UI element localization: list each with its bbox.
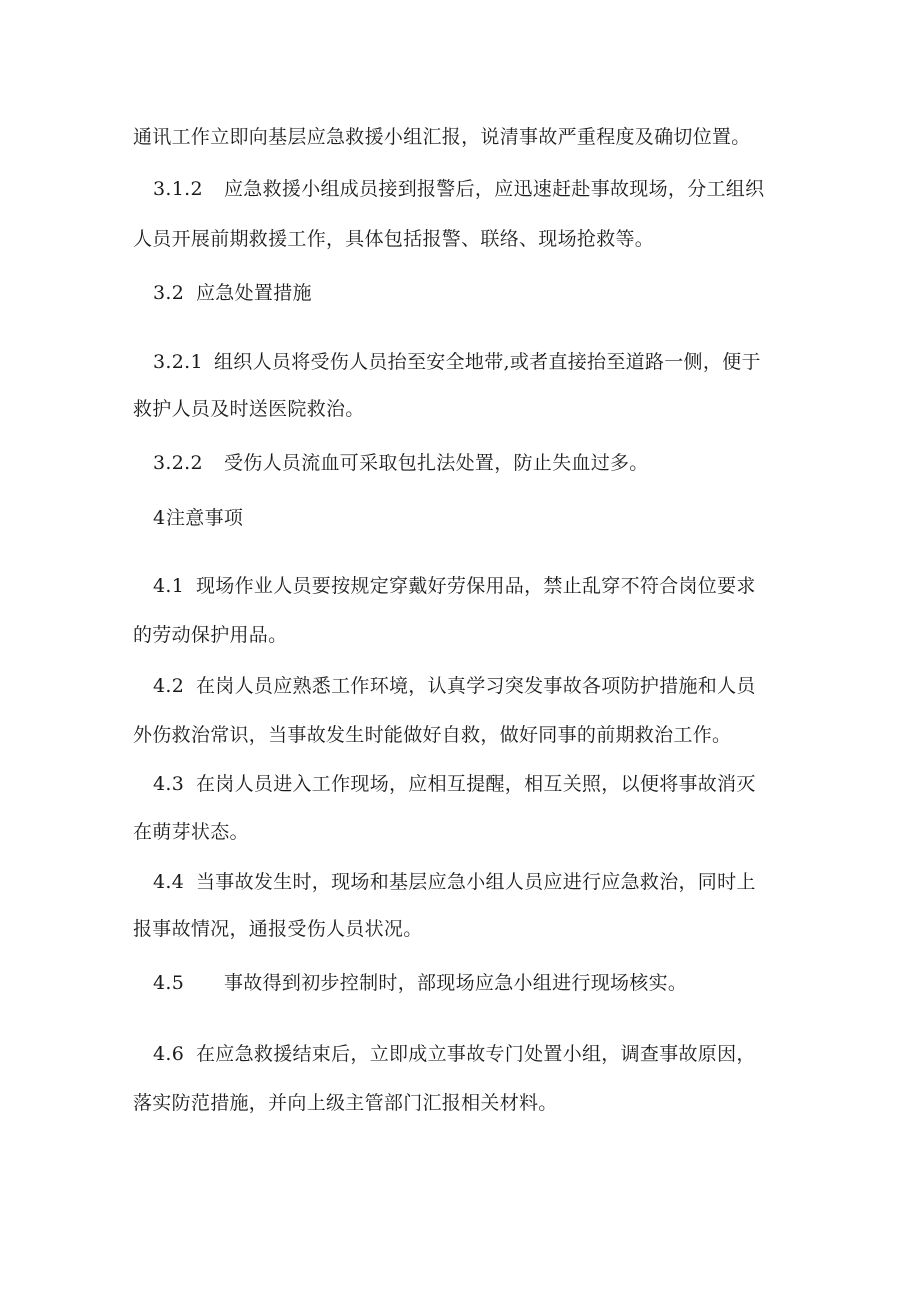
- section-number: 3.1.2: [153, 178, 203, 200]
- section-number: 4.4: [153, 871, 185, 893]
- line-text: 救护人员及时送医院救治。: [133, 398, 365, 420]
- section-number: 4.5: [153, 972, 185, 994]
- line-text: 受伤人员流血可采取包扎法处置，防止失血过多。: [224, 452, 649, 474]
- section-number: 4.1: [153, 575, 185, 597]
- line-text: 在应急救援结束后，立即成立事故专门处置小组，调查事故原因，: [196, 1043, 756, 1065]
- line-text: 现场作业人员要按规定穿戴好劳保用品，禁止乱穿不符合岗位要求: [196, 575, 756, 597]
- section-number: 3.2: [153, 282, 185, 304]
- section-number: 4: [153, 507, 166, 529]
- line-text: 落实防范措施，并向上级主管部门汇报相关材料。: [133, 1092, 558, 1114]
- line-text: 组织人员将受伤人员抬至安全地带,或者直接抬至道路一侧，便于: [214, 351, 761, 373]
- line-text: 的劳动保护用品。: [133, 624, 288, 646]
- line-text: 事故得到初步控制时，部现场应急小组进行现场核实。: [224, 972, 688, 994]
- section-number: 4.6: [153, 1043, 185, 1065]
- line-text: 在岗人员进入工作现场，应相互提醒，相互关照，以便将事故消灭: [196, 773, 756, 795]
- line-text: 外伤救治常识，当事故发生时能做好自救，做好同事的前期救治工作。: [133, 724, 732, 746]
- line-text: 通讯工作立即向基层应急救援小组汇报，说清事故严重程度及确切位置。: [133, 126, 751, 148]
- section-heading: 注意事项: [166, 507, 244, 529]
- line-text: 人员开展前期救援工作，具体包括报警、联络、现场抢救等。: [133, 228, 655, 250]
- section-number: 4.2: [153, 675, 185, 697]
- section-heading: 应急处置措施: [196, 282, 312, 304]
- section-number: 3.2.2: [153, 452, 203, 474]
- line-text: 应急救援小组成员接到报警后，应迅速赶赴事故现场，分工组织: [224, 178, 765, 200]
- line-text: 当事故发生时，现场和基层应急小组人员应进行应急救治，同时上: [196, 871, 756, 893]
- section-number: 4.3: [153, 773, 185, 795]
- line-text: 在萌芽状态。: [133, 821, 249, 843]
- line-text: 报事故情况，通报受伤人员状况。: [133, 918, 423, 940]
- line-text: 在岗人员应熟悉工作环境，认真学习突发事故各项防护措施和人员: [196, 675, 756, 697]
- section-number: 3.2.1: [153, 351, 203, 373]
